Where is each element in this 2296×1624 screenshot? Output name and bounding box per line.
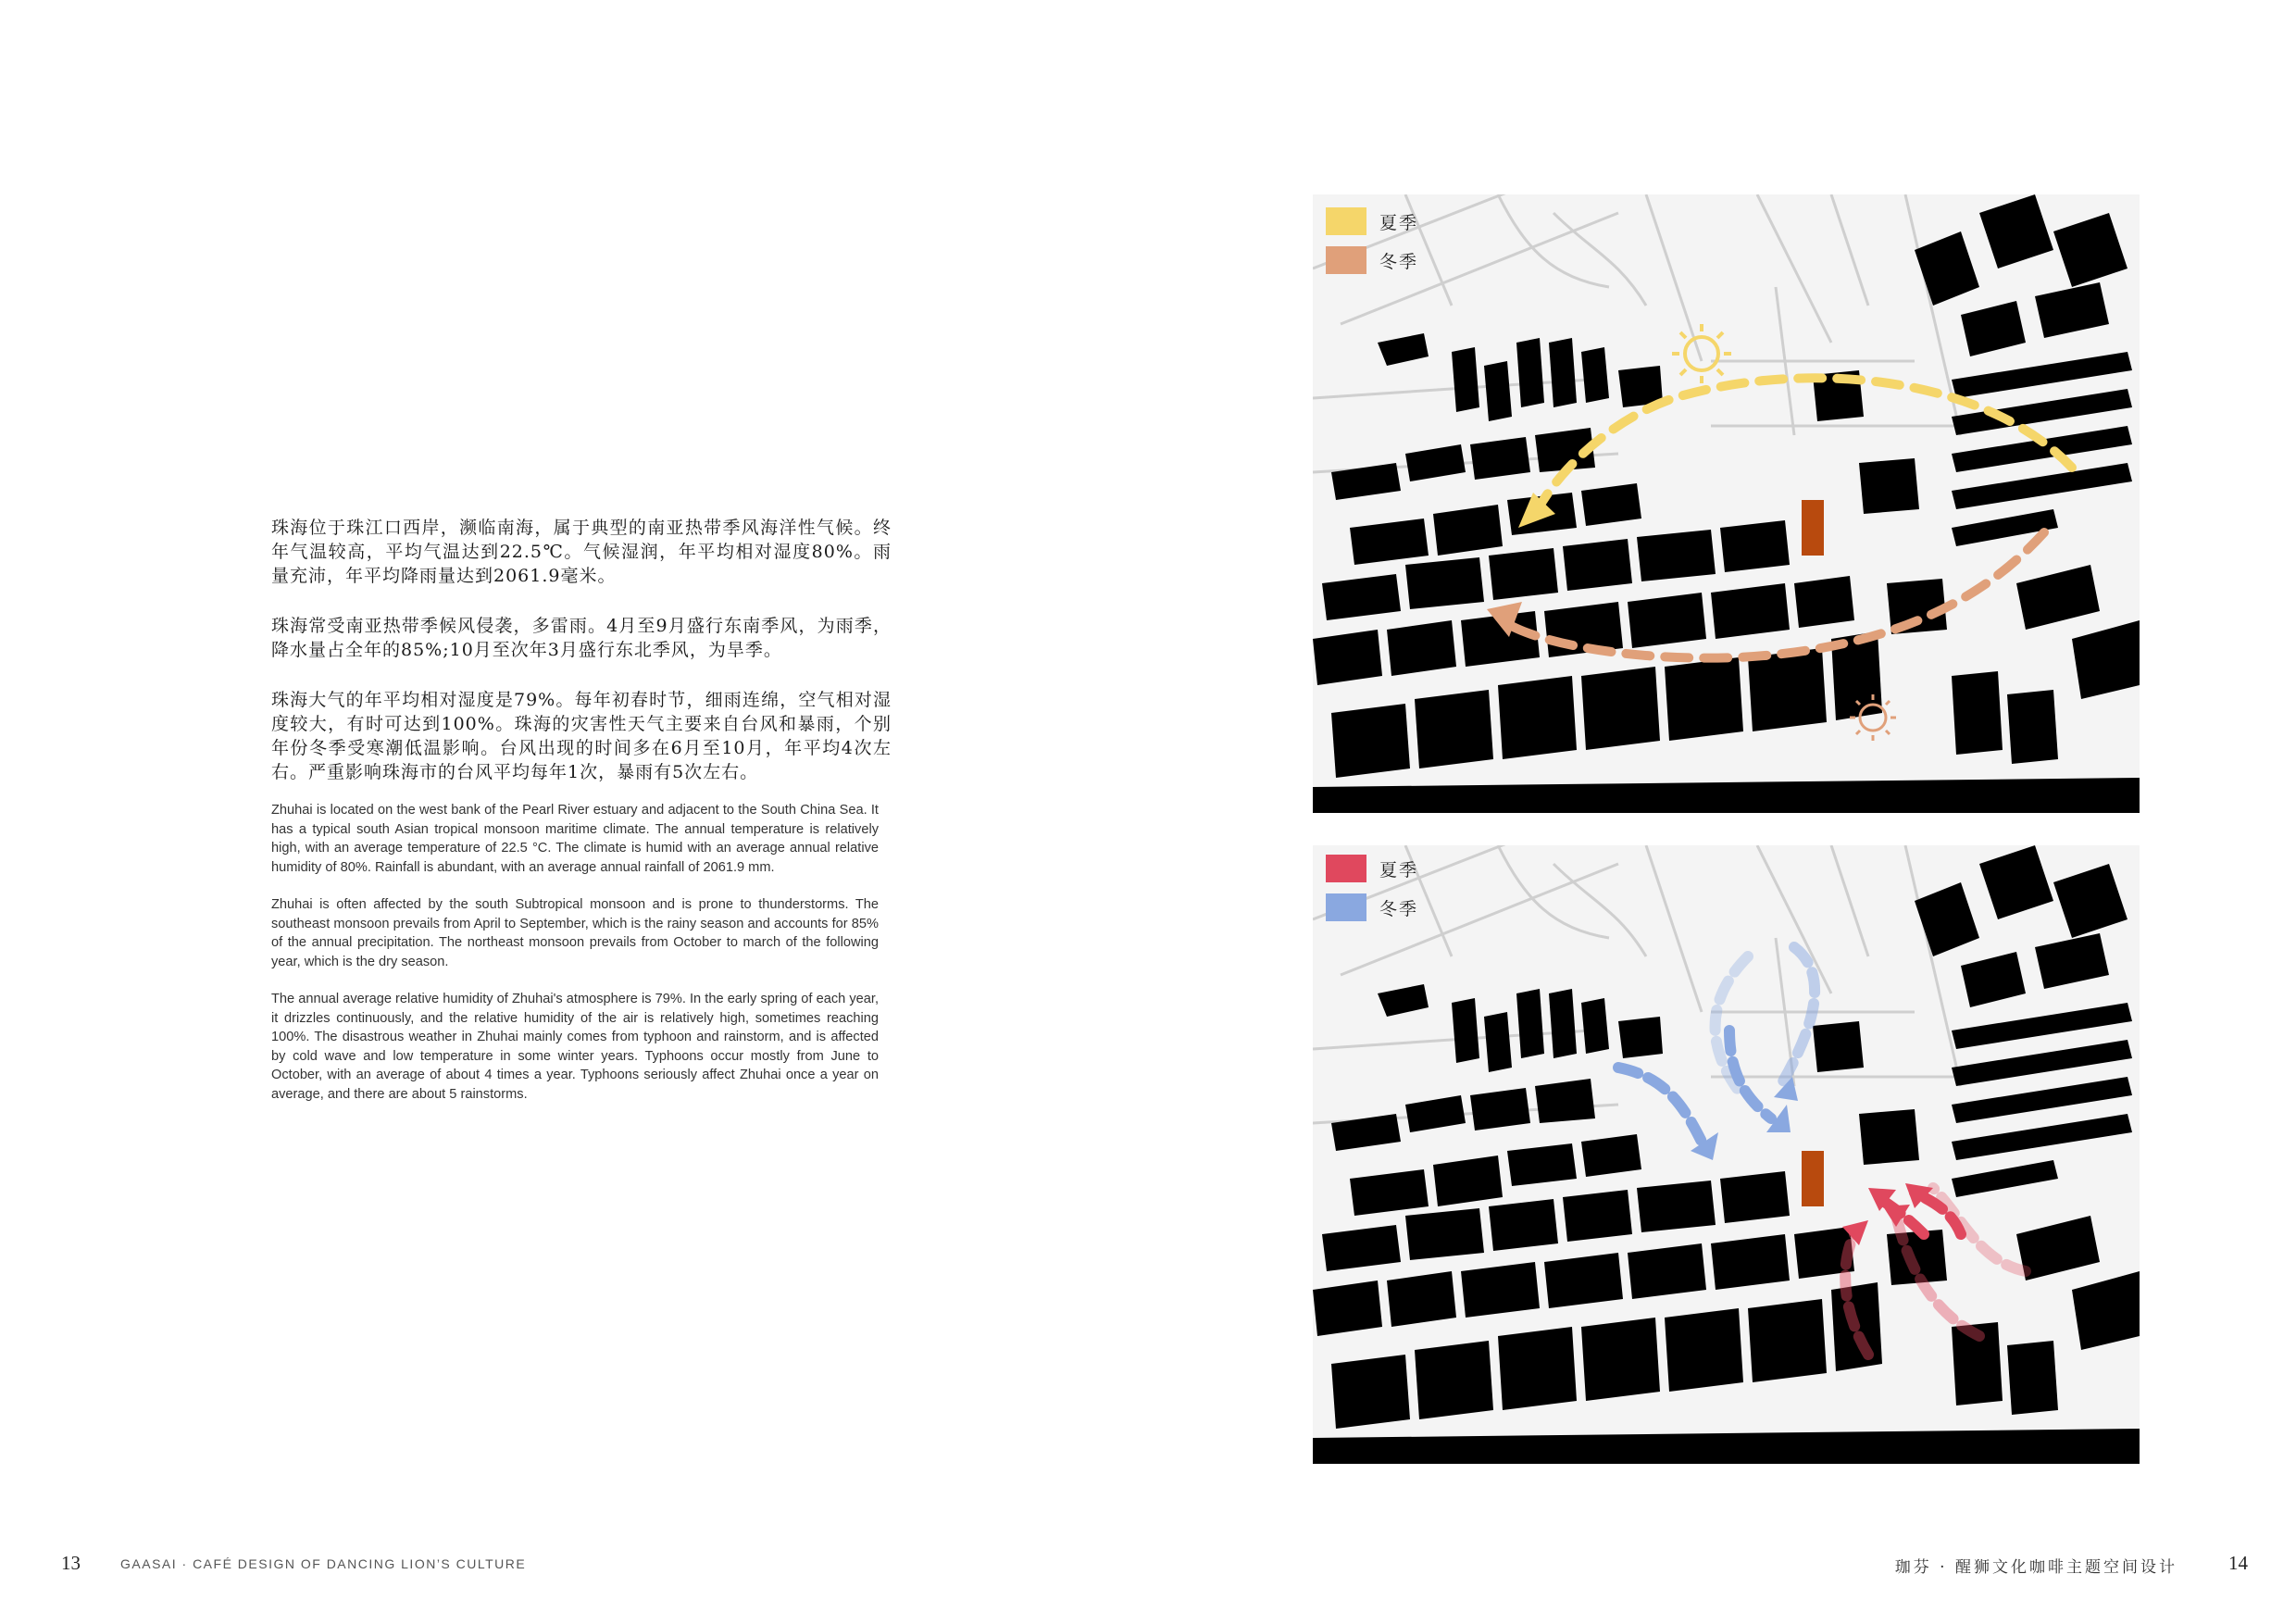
legend-summer-swatch	[1326, 855, 1366, 882]
right-page-number: 14	[2228, 1552, 2248, 1574]
summer-sun-icon	[1672, 324, 1731, 383]
legend-winter-label: 冬季	[1379, 898, 1419, 919]
left-page-number: 13	[61, 1552, 81, 1574]
legend-summer-swatch	[1326, 207, 1366, 235]
legend-winter-label: 冬季	[1379, 251, 1419, 272]
legend-summer-label: 夏季	[1379, 859, 1419, 881]
legend-summer	[1326, 207, 1418, 235]
site-marker	[1802, 500, 1824, 556]
right-footer-title: 珈芬 · 醒狮文化咖啡主题空间设计	[1894, 1558, 2177, 1577]
street-lines	[1313, 845, 1961, 1123]
legend-winter-swatch	[1326, 246, 1366, 274]
legend-summer	[1326, 855, 1418, 882]
english-text-block	[271, 801, 879, 1104]
chinese-text-block	[271, 516, 892, 784]
zh-paragraph-2: 珠海常受南亚热带季候风侵袭，多雷雨。4月至9月盛行东南季风，为雨季，降水量占全年的85%;10月至次年3月盛行东北季风，为旱季。	[271, 616, 892, 660]
building-blocks	[1313, 194, 2140, 813]
legend-winter	[1326, 893, 1418, 921]
street-lines	[1313, 194, 1961, 472]
sun-path-map	[1313, 194, 2140, 813]
left-footer-title: GAASAI · CAFÉ DESIGN OF DANCING LION’S CULTURE	[120, 1556, 527, 1571]
zh-paragraph-3: 珠海大气的年平均相对湿度是79%。每年初春时节，细雨连绵，空气相对湿度较大，有时可达到100%。珠海的灾害性天气主要来自台风和暴雨，个别年份冬季受寒潮低温影响。台风出现的时间多在6月至10月，年平均4次左右。严重影响珠海市的台风平均每年1次，暴雨有5次左右。	[271, 690, 892, 782]
building-blocks	[1313, 845, 2140, 1464]
legend-winter-swatch	[1326, 893, 1366, 921]
wind-direction-map	[1313, 845, 2140, 1464]
en-paragraph-2: Zhuhai is often affected by the south Subtropical monsoon and is prone to thunderstorms. The southeast monsoon prevails from April to September, which is the rainy season and accounts for 85% of the annual precipitation. The northeast monsoon prevails from October to march of the following year, which is the dry season.	[271, 897, 879, 969]
legend-winter	[1326, 246, 1418, 274]
sun-map-drawing	[1313, 194, 2140, 813]
legend-summer-label: 夏季	[1379, 212, 1419, 233]
wind-map-drawing	[1313, 845, 2140, 1464]
site-marker	[1802, 1151, 1824, 1206]
en-paragraph-1: Zhuhai is located on the west bank of the Pearl River estuary and adjacent to the South China Sea. It has a typical south Asian tropical monsoon maritime climate. The annual temperature is relatively high, with an average temperature of 22.5 °C. The climate is humid with an average annual relative humidity of 80%. Rainfall is abundant, with an average annual rainfall of 2061.9 mm.	[271, 803, 879, 875]
en-paragraph-3: The annual average relative humidity of Zhuhai's atmosphere is 79%. In the early spring of each year, it drizzles continuously, and the relative humidity of the air is relatively high, sometimes reaching 100%. The disastrous weather in Zhuhai mainly comes from typhoon and rainstorm, and is affected by cold wave and low temperature in some winter years. Typhoons occur mostly from June to October, with an average of about 4 times a year. Typhoons seriously affect Zhuhai once a year on average, and there are about 5 rainstorms.	[271, 992, 879, 1102]
zh-paragraph-1: 珠海位于珠江口西岸，濒临南海，属于典型的南亚热带季风海洋性气候。终年气温较高，平均气温达到22.5℃。气候湿润，年平均相对湿度80%。雨量充沛，年平均降雨量达到2061.9毫米。	[271, 518, 892, 586]
